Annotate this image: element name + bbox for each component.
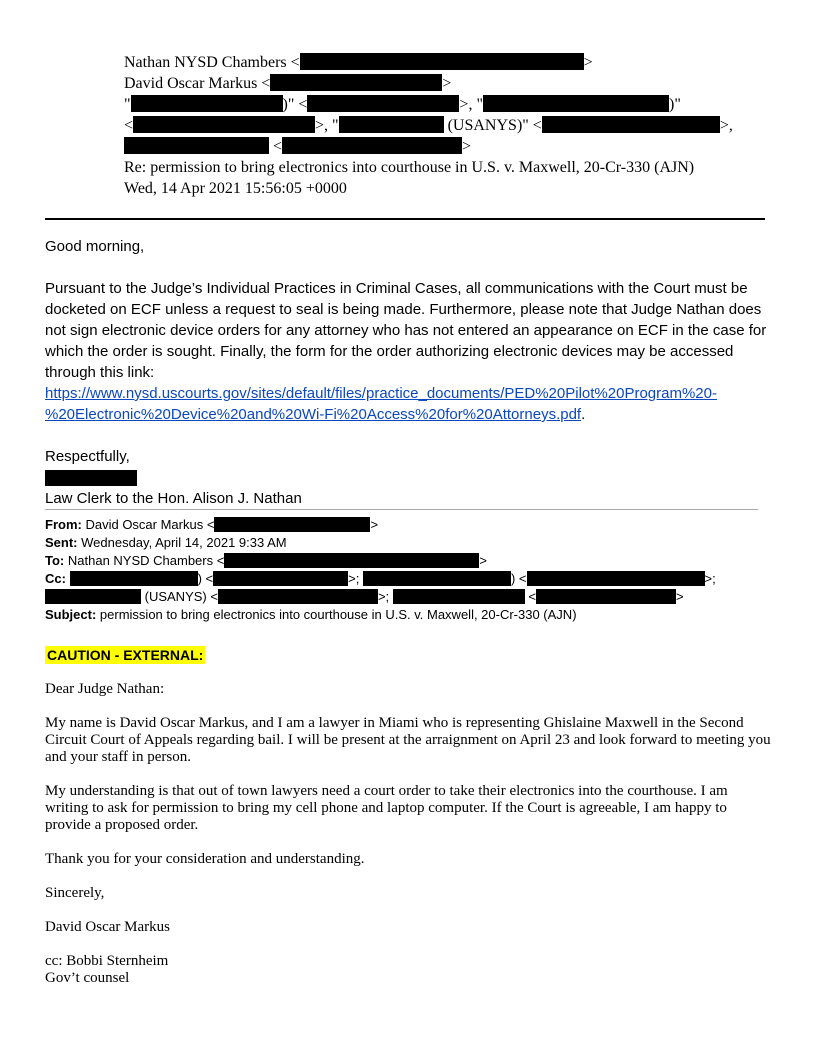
redaction [124,137,269,154]
date-value: Wed, 14 Apr 2021 15:56:05 +0000 [124,180,347,197]
orig-signature: David Oscar Markus [45,919,170,935]
subject-value: Re: permission to bring electronics into courthouse in U.S. v. Maxwell, 20-Cr-330 (AJN) [124,159,695,176]
redaction [300,53,584,70]
redaction [483,95,669,112]
orig-paragraph-2: My understanding is that out of town lawyers need a court order to take their electronics into the courthouse. I am writing to ask for permission to bring my cell phone and laptop computer. If the Court is agreeable, I am happy to provide a proposed order. [45,783,728,833]
signature-title: Law Clerk to the Hon. Alison J. Nathan [45,490,302,507]
redaction [218,589,378,604]
redaction [536,589,676,604]
cc-line-2: Gov’t counsel [45,970,130,986]
redaction [131,95,283,112]
redaction [527,571,705,586]
redaction [270,74,442,91]
salutation: Dear Judge Nathan: [45,681,165,697]
redaction [45,470,137,486]
reply-paragraph: Pursuant to the Judge’s Individual Practices in Criminal Cases, all communications with the Court must be docketed on ECF unless a request to seal is being made. Furthermore, please note that Judge Nathan does not sign electronic device orders for any attorney who has not entered an appearance on ECF in the case for which the order is sought. Finally, the form for the order authorizing electronic devices may be accessed through this link: https://www.nysd.uscourts.gov/sites/default/files/practice_documents/PED%20Pilot%20Program%20- %20Electronic%20Device%20and%20Wi-Fi%20Access%20for%20Attorneys.pdf. [45,280,767,423]
orig-subject-row: Subject: permission to bring electronics into courthouse in U.S. v. Maxwell, 20-Cr-330 (AJN) [45,607,577,622]
redaction [213,571,348,586]
redaction [339,116,444,133]
cc-line-1: cc: Bobbi Sternheim [45,953,169,969]
original-body [45,681,773,987]
reply-body [45,236,769,509]
redaction [542,116,720,133]
orig-cc-row: Cc: ) < >; ) < >; [45,571,716,586]
from-value: Nathan NYSD Chambers [124,54,287,71]
redaction [282,137,462,154]
orig-from-row: From: David Oscar Markus < > [45,517,379,532]
redaction [224,553,479,568]
redaction [133,116,315,133]
caution-banner: CAUTION - EXTERNAL: [47,647,204,663]
redaction [45,589,141,604]
orig-to-row: To: Nathan NYSD Chambers < > [45,553,487,568]
orig-cc-row-2: (USANYS) < >; < > [45,588,765,606]
original-header [45,516,765,624]
orig-paragraph-3: Thank you for your consideration and understanding. [45,851,365,867]
form-link[interactable]: https://www.nysd.uscourts.gov/sites/default/files/practice_documents/PED%20Pilot%20Program%20- %20Electronic%20Device%20and%20Wi-Fi%20Access%20for%20Attorneys.pdf [45,385,717,423]
orig-sent-row: Sent: Wednesday, April 14, 2021 9:33 AM [45,535,287,550]
greeting: Good morning, [45,238,145,255]
redaction [70,571,198,586]
cc-usanys: (USANYS) [447,117,523,134]
redaction [307,95,459,112]
to-value: David Oscar Markus [124,75,258,92]
redaction [363,571,511,586]
message-separator [45,509,758,510]
redaction [214,517,370,532]
redaction [393,589,525,604]
header-divider [45,218,765,220]
closing: Respectfully, [45,448,130,465]
orig-paragraph-1: My name is David Oscar Markus, and I am a lawyer in Miami who is representing Ghislaine Maxwell in the Second Circuit Court of Appeals regarding bail. I will be present at the arraignment on April 23 and look forward to meeting you and your staff in person. [45,715,771,765]
orig-closing: Sincerely, [45,885,105,901]
